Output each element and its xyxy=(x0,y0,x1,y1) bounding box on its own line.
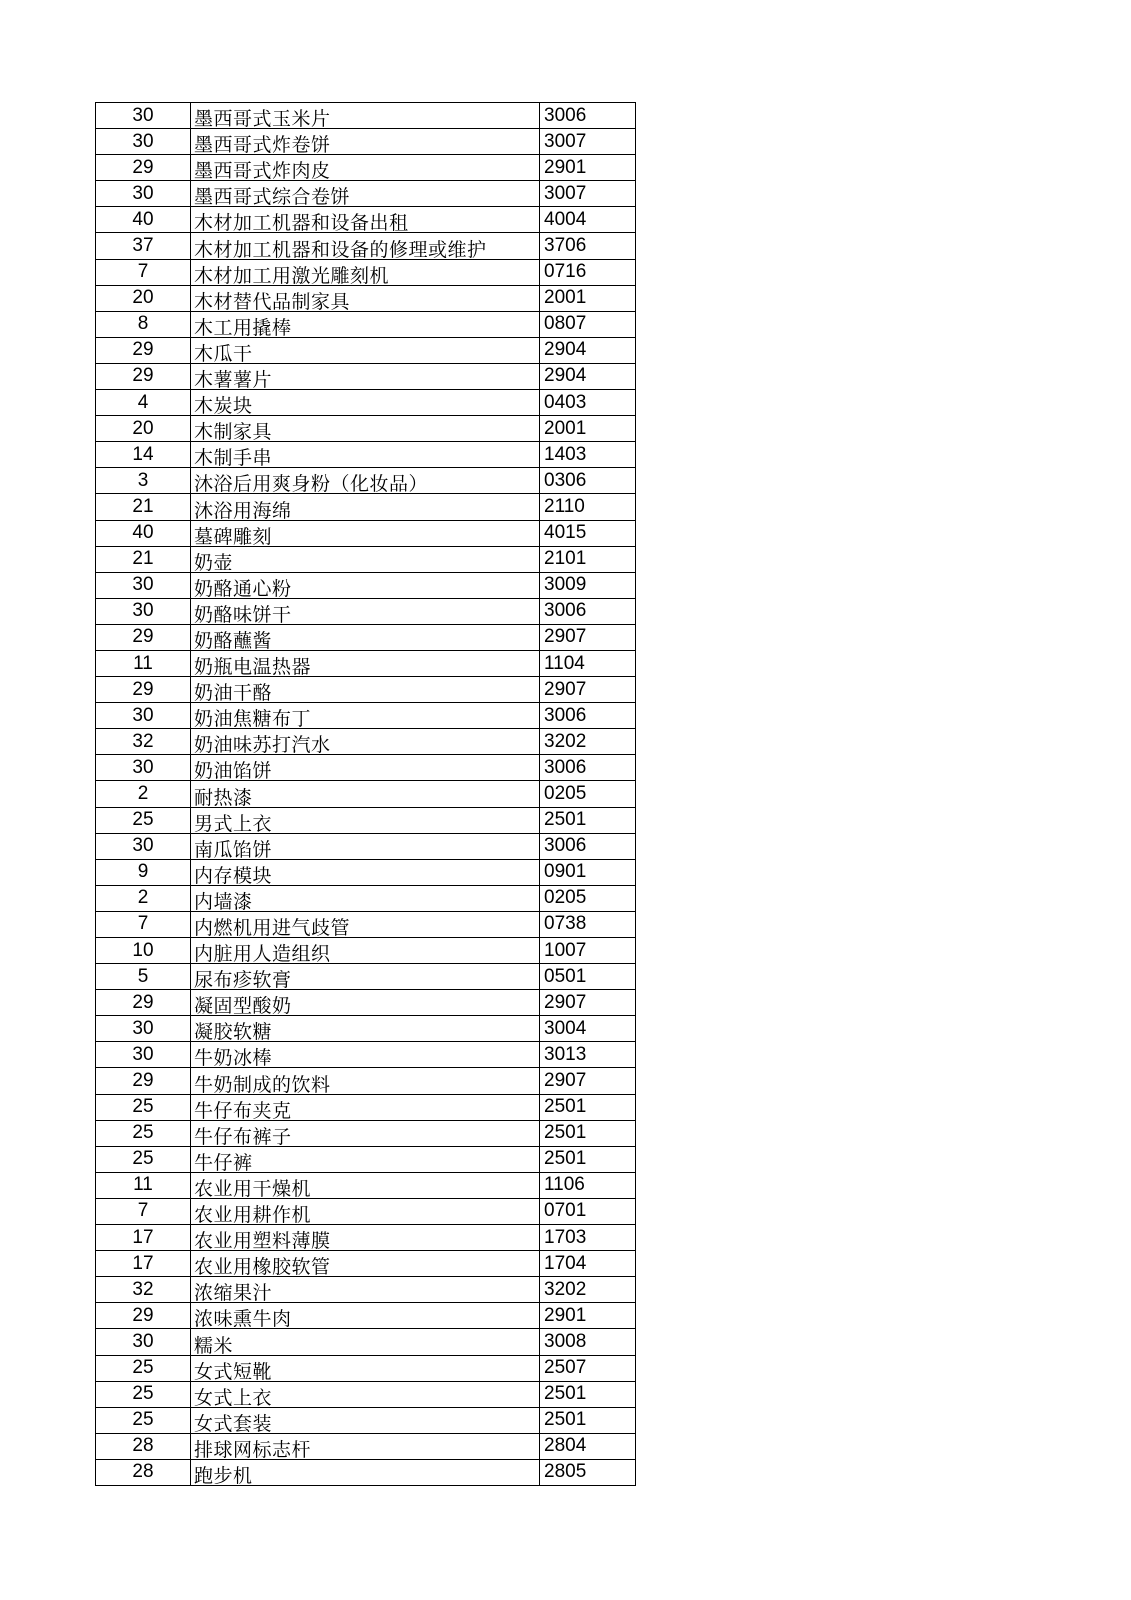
table-row xyxy=(96,1381,636,1407)
goods-name-cell: 木制手串 xyxy=(191,442,540,468)
table-row xyxy=(96,390,636,416)
table-row xyxy=(96,233,636,259)
table-row xyxy=(96,1459,636,1485)
goods-classification-table xyxy=(95,102,636,1486)
group-code-cell: 3006 xyxy=(540,703,636,729)
group-code-cell: 3006 xyxy=(540,598,636,624)
goods-name-cell: 浓缩果汁 xyxy=(191,1277,540,1303)
class-number-cell: 29 xyxy=(96,363,191,389)
table-row xyxy=(96,546,636,572)
table-row xyxy=(96,1094,636,1120)
goods-name-cell: 木材加工机器和设备出租 xyxy=(191,207,540,233)
group-code-cell: 3006 xyxy=(540,833,636,859)
goods-name-cell: 凝胶软糖 xyxy=(191,1016,540,1042)
group-code-cell: 3006 xyxy=(540,103,636,129)
group-code-cell: 0807 xyxy=(540,311,636,337)
table-row xyxy=(96,964,636,990)
class-number-cell: 32 xyxy=(96,1277,191,1303)
goods-name-cell: 沐浴用海绵 xyxy=(191,494,540,520)
table-row xyxy=(96,1225,636,1251)
goods-name-cell: 尿布疹软膏 xyxy=(191,964,540,990)
table-row xyxy=(96,1329,636,1355)
table-row xyxy=(96,1251,636,1277)
goods-name-cell: 男式上衣 xyxy=(191,807,540,833)
goods-name-cell: 奶瓶电温热器 xyxy=(191,650,540,676)
group-code-cell: 0716 xyxy=(540,259,636,285)
goods-name-cell: 奶油馅饼 xyxy=(191,755,540,781)
table-row xyxy=(96,1355,636,1381)
group-code-cell: 1106 xyxy=(540,1172,636,1198)
group-code-cell: 3006 xyxy=(540,755,636,781)
goods-name-cell: 木材加工机器和设备的修理或维护 xyxy=(191,233,540,259)
goods-name-cell: 农业用橡胶软管 xyxy=(191,1251,540,1277)
group-code-cell: 3009 xyxy=(540,572,636,598)
table-row xyxy=(96,1146,636,1172)
group-code-cell: 2110 xyxy=(540,494,636,520)
goods-name-cell: 女式套装 xyxy=(191,1407,540,1433)
table-row xyxy=(96,885,636,911)
group-code-cell: 3004 xyxy=(540,1016,636,1042)
goods-name-cell: 木炭块 xyxy=(191,390,540,416)
goods-name-cell: 奶酪蘸酱 xyxy=(191,624,540,650)
class-number-cell: 4 xyxy=(96,390,191,416)
goods-name-cell: 木制家具 xyxy=(191,416,540,442)
group-code-cell: 2501 xyxy=(540,1120,636,1146)
class-number-cell: 30 xyxy=(96,598,191,624)
class-number-cell: 29 xyxy=(96,1068,191,1094)
class-number-cell: 2 xyxy=(96,885,191,911)
goods-name-cell: 木材加工用激光雕刻机 xyxy=(191,259,540,285)
table-row xyxy=(96,807,636,833)
group-code-cell: 1403 xyxy=(540,442,636,468)
class-number-cell: 21 xyxy=(96,494,191,520)
goods-name-cell: 内墙漆 xyxy=(191,885,540,911)
group-code-cell: 2901 xyxy=(540,1303,636,1329)
group-code-cell: 0738 xyxy=(540,911,636,937)
goods-name-cell: 女式短靴 xyxy=(191,1355,540,1381)
table-row xyxy=(96,677,636,703)
class-number-cell: 30 xyxy=(96,703,191,729)
class-number-cell: 8 xyxy=(96,311,191,337)
class-number-cell: 5 xyxy=(96,964,191,990)
table-row xyxy=(96,520,636,546)
table-row xyxy=(96,703,636,729)
group-code-cell: 2907 xyxy=(540,624,636,650)
goods-name-cell: 沐浴后用爽身粉（化妆品） xyxy=(191,468,540,494)
goods-name-cell: 牛仔布夹克 xyxy=(191,1094,540,1120)
group-code-cell: 3007 xyxy=(540,181,636,207)
goods-name-cell: 耐热漆 xyxy=(191,781,540,807)
table-row xyxy=(96,833,636,859)
goods-name-cell: 奶酪味饼干 xyxy=(191,598,540,624)
goods-name-cell: 内存模块 xyxy=(191,859,540,885)
goods-name-cell: 跑步机 xyxy=(191,1459,540,1485)
group-code-cell: 0501 xyxy=(540,964,636,990)
table-row xyxy=(96,1407,636,1433)
goods-name-cell: 奶油味苏打汽水 xyxy=(191,729,540,755)
table-body xyxy=(96,103,636,1486)
class-number-cell: 30 xyxy=(96,103,191,129)
class-number-cell: 29 xyxy=(96,337,191,363)
class-number-cell: 40 xyxy=(96,207,191,233)
table-row xyxy=(96,1172,636,1198)
table-row xyxy=(96,1277,636,1303)
group-code-cell: 2001 xyxy=(540,416,636,442)
class-number-cell: 29 xyxy=(96,1303,191,1329)
goods-name-cell: 奶油干酪 xyxy=(191,677,540,703)
table-row xyxy=(96,1198,636,1224)
table-row xyxy=(96,1120,636,1146)
group-code-cell: 4004 xyxy=(540,207,636,233)
class-number-cell: 9 xyxy=(96,859,191,885)
class-number-cell: 11 xyxy=(96,650,191,676)
goods-name-cell: 墨西哥式综合卷饼 xyxy=(191,181,540,207)
class-number-cell: 30 xyxy=(96,1042,191,1068)
group-code-cell: 2501 xyxy=(540,1381,636,1407)
class-number-cell: 30 xyxy=(96,833,191,859)
goods-name-cell: 凝固型酸奶 xyxy=(191,990,540,1016)
table-row xyxy=(96,598,636,624)
table-row xyxy=(96,311,636,337)
class-number-cell: 29 xyxy=(96,677,191,703)
table-row xyxy=(96,572,636,598)
table-row xyxy=(96,363,636,389)
group-code-cell: 2901 xyxy=(540,155,636,181)
class-number-cell: 30 xyxy=(96,129,191,155)
goods-name-cell: 浓味熏牛肉 xyxy=(191,1303,540,1329)
class-number-cell: 28 xyxy=(96,1433,191,1459)
group-code-cell: 2805 xyxy=(540,1459,636,1485)
class-number-cell: 29 xyxy=(96,990,191,1016)
group-code-cell: 2501 xyxy=(540,1407,636,1433)
group-code-cell: 3008 xyxy=(540,1329,636,1355)
goods-name-cell: 牛奶制成的饮料 xyxy=(191,1068,540,1094)
class-number-cell: 20 xyxy=(96,416,191,442)
table-row xyxy=(96,1042,636,1068)
table-row xyxy=(96,155,636,181)
group-code-cell: 1104 xyxy=(540,650,636,676)
class-number-cell: 32 xyxy=(96,729,191,755)
class-number-cell: 29 xyxy=(96,155,191,181)
class-number-cell: 30 xyxy=(96,181,191,207)
group-code-cell: 2501 xyxy=(540,807,636,833)
table-row xyxy=(96,103,636,129)
goods-name-cell: 糯米 xyxy=(191,1329,540,1355)
class-number-cell: 40 xyxy=(96,520,191,546)
group-code-cell: 0701 xyxy=(540,1198,636,1224)
table-row xyxy=(96,1068,636,1094)
table-row xyxy=(96,729,636,755)
class-number-cell: 25 xyxy=(96,807,191,833)
group-code-cell: 0205 xyxy=(540,885,636,911)
table-row xyxy=(96,129,636,155)
goods-name-cell: 奶酪通心粉 xyxy=(191,572,540,598)
class-number-cell: 30 xyxy=(96,755,191,781)
group-code-cell: 2501 xyxy=(540,1094,636,1120)
group-code-cell: 2804 xyxy=(540,1433,636,1459)
class-number-cell: 2 xyxy=(96,781,191,807)
group-code-cell: 3013 xyxy=(540,1042,636,1068)
table-row xyxy=(96,1303,636,1329)
table-row xyxy=(96,781,636,807)
table-row xyxy=(96,181,636,207)
table-row xyxy=(96,442,636,468)
table-row xyxy=(96,416,636,442)
goods-name-cell: 排球网标志杆 xyxy=(191,1433,540,1459)
class-number-cell: 25 xyxy=(96,1407,191,1433)
goods-name-cell: 内脏用人造组织 xyxy=(191,938,540,964)
class-number-cell: 11 xyxy=(96,1172,191,1198)
goods-name-cell: 墨西哥式炸卷饼 xyxy=(191,129,540,155)
goods-name-cell: 木材替代品制家具 xyxy=(191,285,540,311)
class-number-cell: 25 xyxy=(96,1094,191,1120)
group-code-cell: 2101 xyxy=(540,546,636,572)
goods-name-cell: 墓碑雕刻 xyxy=(191,520,540,546)
goods-name-cell: 墨西哥式玉米片 xyxy=(191,103,540,129)
class-number-cell: 3 xyxy=(96,468,191,494)
goods-name-cell: 木薯薯片 xyxy=(191,363,540,389)
goods-name-cell: 南瓜馅饼 xyxy=(191,833,540,859)
group-code-cell: 0403 xyxy=(540,390,636,416)
class-number-cell: 21 xyxy=(96,546,191,572)
group-code-cell: 3007 xyxy=(540,129,636,155)
table-row xyxy=(96,1433,636,1459)
group-code-cell: 2904 xyxy=(540,337,636,363)
table-row xyxy=(96,911,636,937)
table-row xyxy=(96,1016,636,1042)
table-row xyxy=(96,259,636,285)
group-code-cell: 2907 xyxy=(540,677,636,703)
table-row xyxy=(96,990,636,1016)
goods-name-cell: 内燃机用进气歧管 xyxy=(191,911,540,937)
goods-name-cell: 木瓜干 xyxy=(191,337,540,363)
group-code-cell: 1007 xyxy=(540,938,636,964)
group-code-cell: 3202 xyxy=(540,729,636,755)
goods-name-cell: 墨西哥式炸肉皮 xyxy=(191,155,540,181)
class-number-cell: 17 xyxy=(96,1225,191,1251)
class-number-cell: 7 xyxy=(96,911,191,937)
group-code-cell: 4015 xyxy=(540,520,636,546)
table-row xyxy=(96,207,636,233)
goods-name-cell: 农业用塑料薄膜 xyxy=(191,1225,540,1251)
group-code-cell: 0205 xyxy=(540,781,636,807)
table-row xyxy=(96,337,636,363)
table-row xyxy=(96,650,636,676)
goods-name-cell: 牛仔布裤子 xyxy=(191,1120,540,1146)
table-row xyxy=(96,938,636,964)
class-number-cell: 17 xyxy=(96,1251,191,1277)
group-code-cell: 1704 xyxy=(540,1251,636,1277)
class-number-cell: 30 xyxy=(96,1016,191,1042)
class-number-cell: 29 xyxy=(96,624,191,650)
table-row xyxy=(96,624,636,650)
class-number-cell: 28 xyxy=(96,1459,191,1485)
goods-name-cell: 女式上衣 xyxy=(191,1381,540,1407)
group-code-cell: 2501 xyxy=(540,1146,636,1172)
goods-name-cell: 农业用耕作机 xyxy=(191,1198,540,1224)
table-row xyxy=(96,859,636,885)
class-number-cell: 20 xyxy=(96,285,191,311)
goods-name-cell: 奶壶 xyxy=(191,546,540,572)
class-number-cell: 7 xyxy=(96,259,191,285)
goods-name-cell: 牛仔裤 xyxy=(191,1146,540,1172)
class-number-cell: 14 xyxy=(96,442,191,468)
group-code-cell: 2001 xyxy=(540,285,636,311)
class-number-cell: 25 xyxy=(96,1120,191,1146)
group-code-cell: 0306 xyxy=(540,468,636,494)
group-code-cell: 3706 xyxy=(540,233,636,259)
class-number-cell: 25 xyxy=(96,1146,191,1172)
class-number-cell: 30 xyxy=(96,572,191,598)
group-code-cell: 0901 xyxy=(540,859,636,885)
group-code-cell: 2907 xyxy=(540,1068,636,1094)
class-number-cell: 30 xyxy=(96,1329,191,1355)
class-number-cell: 25 xyxy=(96,1381,191,1407)
goods-name-cell: 木工用撬棒 xyxy=(191,311,540,337)
group-code-cell: 2907 xyxy=(540,990,636,1016)
table-row xyxy=(96,285,636,311)
group-code-cell: 1703 xyxy=(540,1225,636,1251)
goods-name-cell: 奶油焦糖布丁 xyxy=(191,703,540,729)
goods-name-cell: 农业用干燥机 xyxy=(191,1172,540,1198)
table-row xyxy=(96,755,636,781)
goods-name-cell: 牛奶冰棒 xyxy=(191,1042,540,1068)
group-code-cell: 2507 xyxy=(540,1355,636,1381)
class-number-cell: 37 xyxy=(96,233,191,259)
class-number-cell: 25 xyxy=(96,1355,191,1381)
table-row xyxy=(96,494,636,520)
class-number-cell: 10 xyxy=(96,938,191,964)
group-code-cell: 3202 xyxy=(540,1277,636,1303)
class-number-cell: 7 xyxy=(96,1198,191,1224)
table-row xyxy=(96,468,636,494)
group-code-cell: 2904 xyxy=(540,363,636,389)
